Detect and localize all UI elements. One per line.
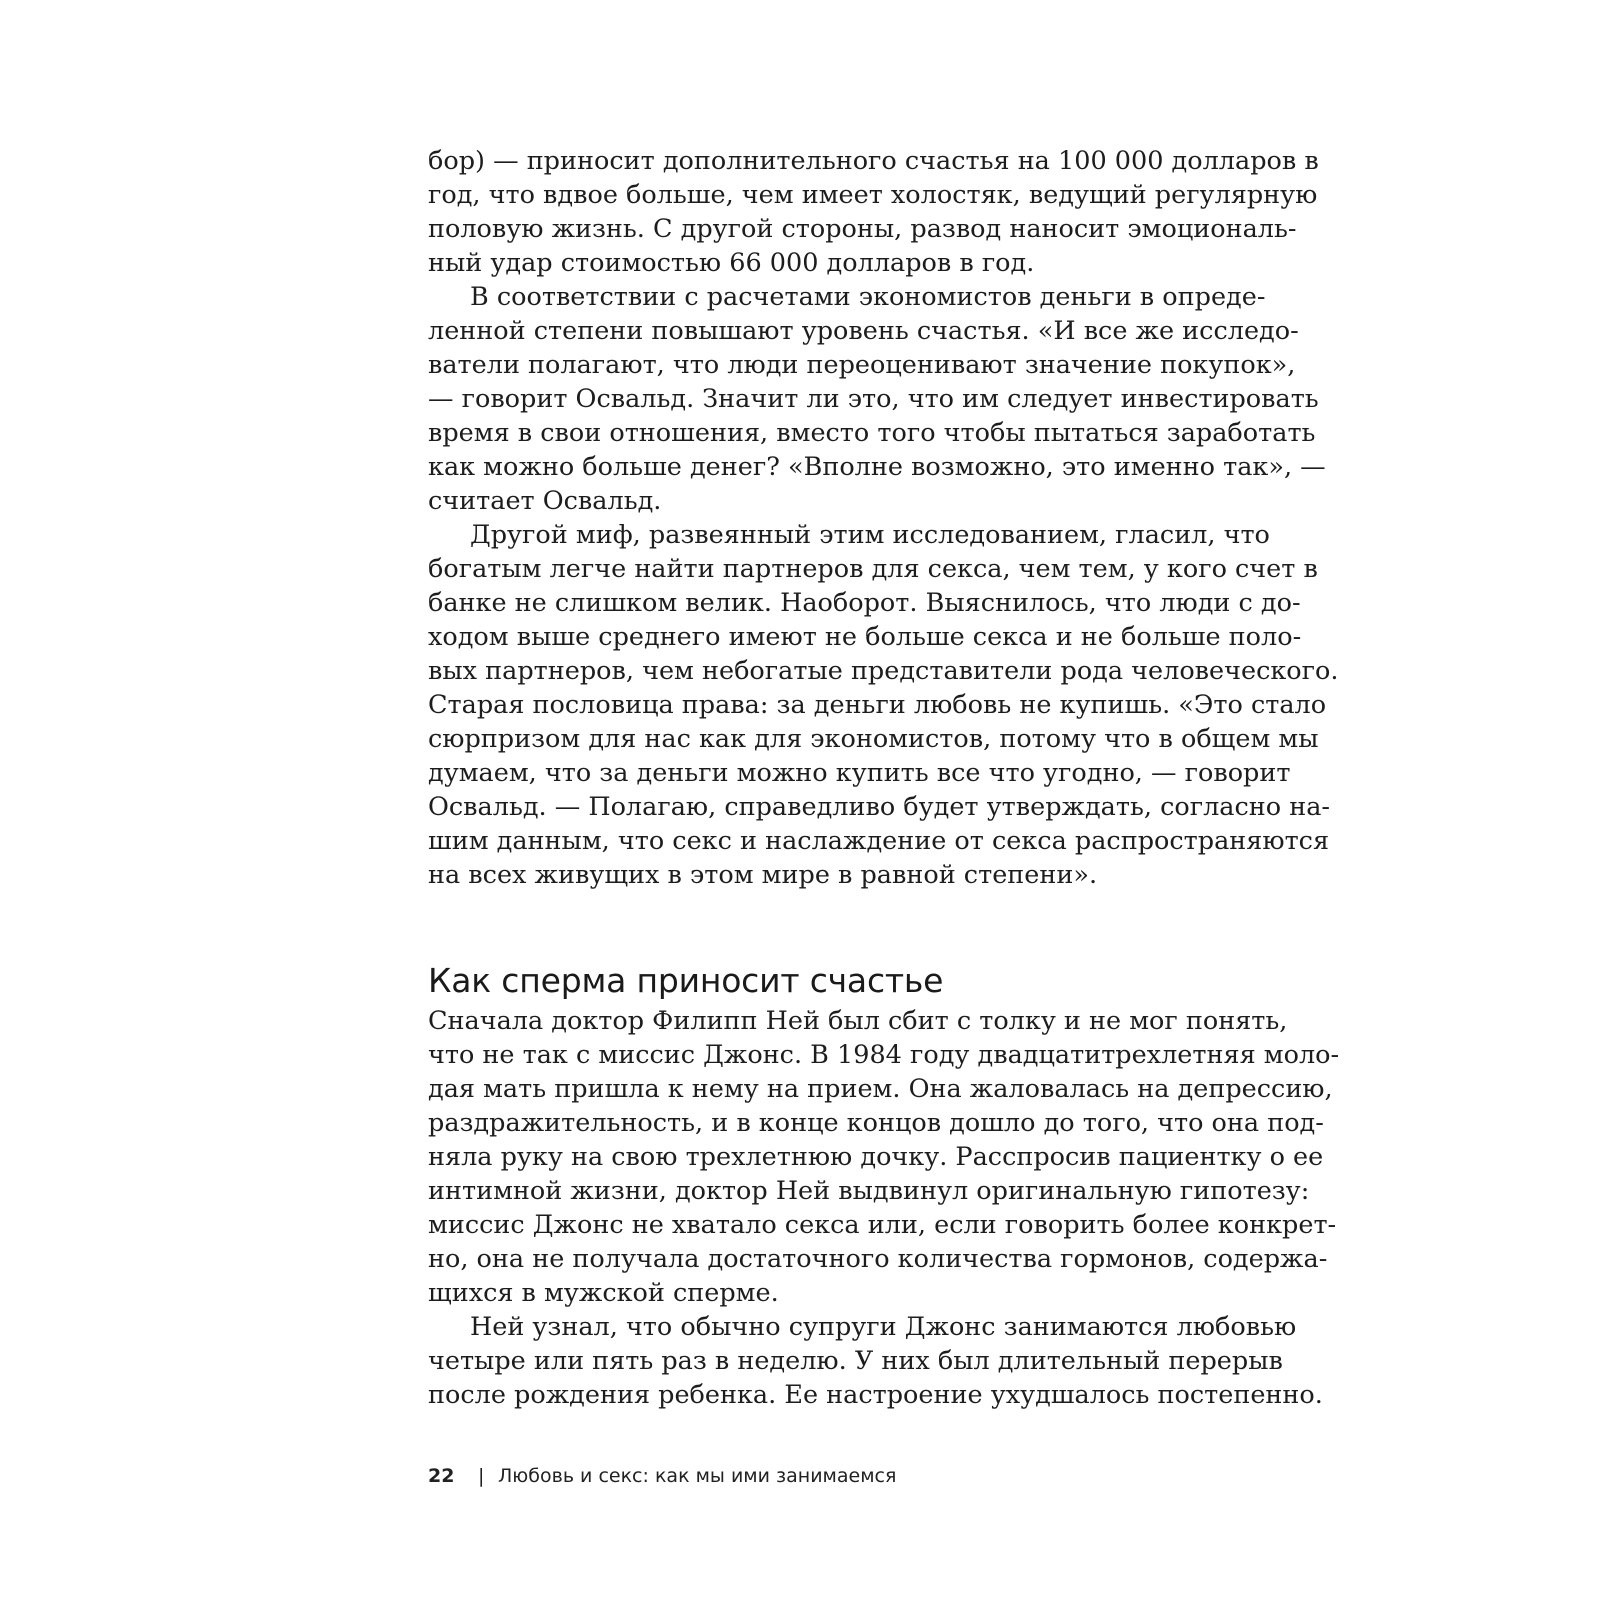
page-number: 22 [428,1465,455,1487]
text-line: Другой миф, развеянный этим исследованием, гласил, что [470,520,1270,550]
text-line: ходом выше среднего имеют не больше секса и не больше поло- [428,622,1302,652]
text-line: Старая пословица права: за деньги любовь не купишь. «Это стало [428,690,1327,720]
text-line: дая мать пришла к нему на прием. Она жаловалась на депрессию, [428,1074,1333,1104]
paragraph [428,1310,1323,1412]
text-line: Ней узнал, что обычно супруги Джонс занимаются любовью [470,1312,1297,1342]
text-line: на всех живущих в этом мире в равной степени». [428,860,1098,890]
text-line: после рождения ребенка. Ее настроение ухудшалось постепенно. [428,1380,1323,1410]
paragraph [428,144,1319,280]
text-line: банке не слишком велик. Наоборот. Выяснилось, что люди с до- [428,588,1301,618]
page-footer [428,1463,896,1489]
text-line: бор) — приносит дополнительного счастья на 100 000 долларов в [428,146,1319,176]
text-line: интимной жизни, доктор Ней выдвинул оригинальную гипотезу: [428,1176,1310,1206]
text-line: думаем, что за деньги можно купить все что угодно, — говорит [428,758,1291,788]
body-text-bottom [428,1004,1340,1412]
paragraph [428,280,1326,518]
text-line: шим данным, что секс и наслаждение от секса распространяются [428,826,1330,856]
text-line: ватели полагают, что люди переоценивают значение покупок», [428,350,1296,380]
text-line: как можно больше денег? «Вполне возможно, это именно так», — [428,452,1326,482]
section-heading: Как сперма приносит счастье [428,961,944,1001]
text-line: ный удар стоимостью 66 000 долларов в год. [428,248,1035,278]
text-line: раздражительность, и в конце концов дошло до того, что она под- [428,1108,1324,1138]
text-line: сюрпризом для нас как для экономистов, потому что в общем мы [428,724,1319,754]
text-line: няла руку на свою трехлетнюю дочку. Расспросив пациентку о ее [428,1142,1324,1172]
text-line: ленной степени повышают уровень счастья. «И все же исследо- [428,316,1299,346]
text-line: щихся в мужской сперме. [428,1278,779,1308]
text-line: В соответствии с расчетами экономистов деньги в опреде- [470,282,1266,312]
text-line: год, что вдвое больше, чем имеет холостяк, ведущий регулярную [428,180,1318,210]
body-text-top [428,144,1339,892]
text-line: миссис Джонс не хватало секса или, если говорить более конкрет- [428,1210,1337,1240]
text-line: время в свои отношения, вместо того чтобы пытаться заработать [428,418,1316,448]
running-title: Любовь и секс: как мы ими занимаемся [498,1465,897,1487]
paragraph [428,518,1339,892]
text-line: но, она не получала достаточного количества гормонов, содержа- [428,1244,1328,1274]
paragraph [428,1004,1340,1310]
text-line: — говорит Освальд. Значит ли это, что им следует инвестировать [428,384,1319,414]
text-line: Освальд. — Полагаю, справедливо будет утверждать, согласно на- [428,792,1331,822]
text-line: четыре или пять раз в неделю. У них был длительный перерыв [428,1346,1283,1376]
text-line: вых партнеров, чем небогатые представители рода человеческого. [428,656,1339,686]
text-line: половую жизнь. С другой стороны, развод наносит эмоциональ- [428,214,1297,244]
text-line: Сначала доктор Филипп Ней был сбит с толку и не мог понять, [428,1006,1288,1036]
text-line: считает Освальд. [428,486,662,516]
text-line: что не так с миссис Джонс. В 1984 году двадцатитрехлетняя моло- [428,1040,1340,1070]
text-line: богатым легче найти партнеров для секса, чем тем, у кого счет в [428,554,1318,584]
footer-separator: | [478,1465,485,1487]
